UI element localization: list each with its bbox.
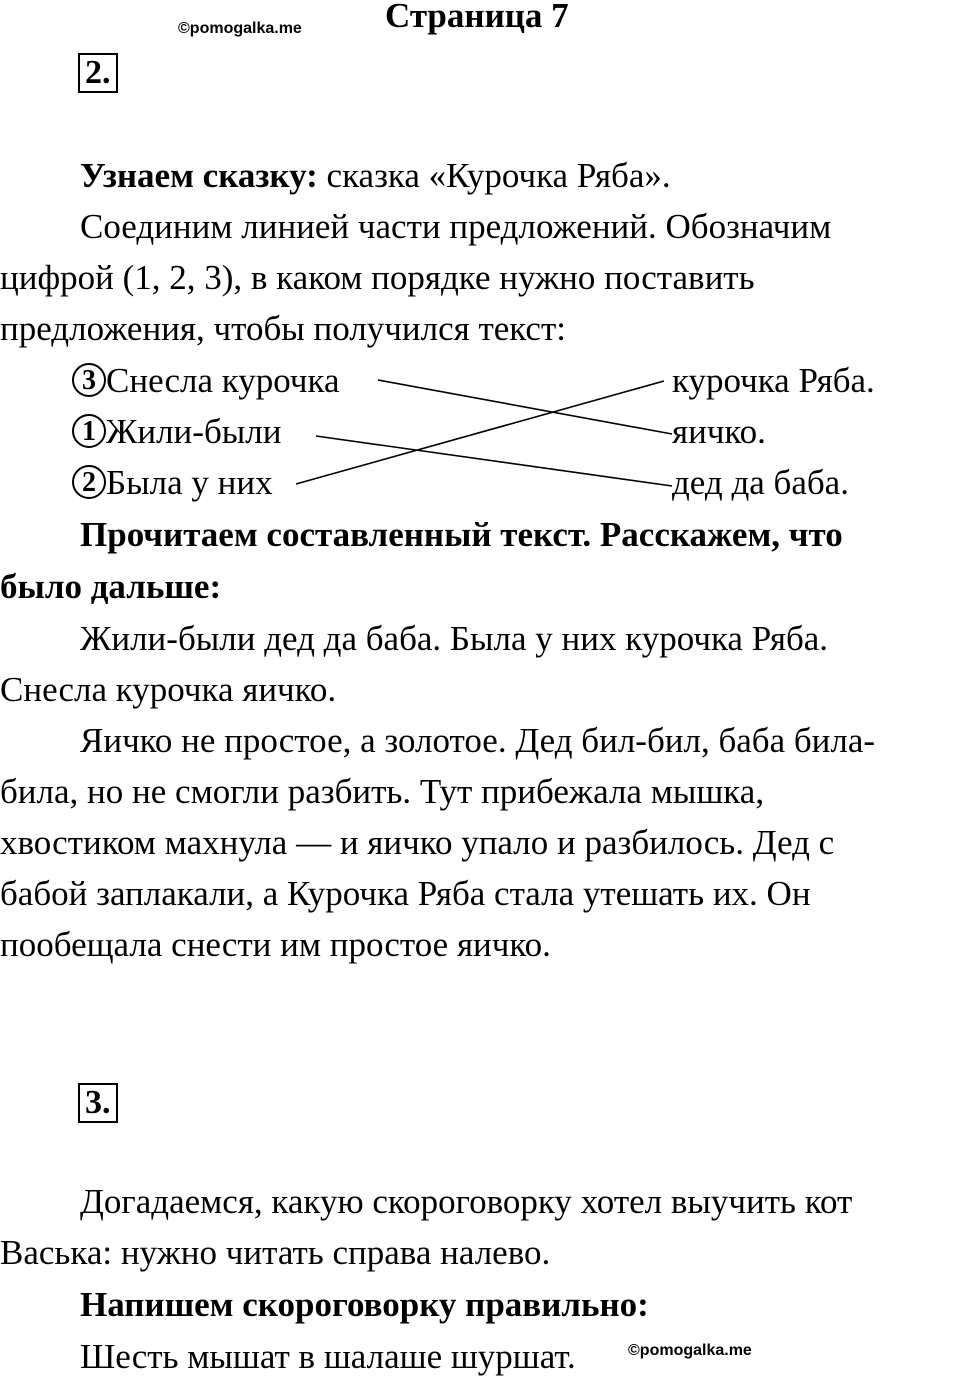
order-circle: 1 bbox=[72, 414, 106, 448]
order-circle: 3 bbox=[72, 363, 106, 397]
task-2-text-2: цифрой (1, 2, 3), в каком порядке нужно поставить bbox=[0, 258, 755, 297]
fairy-tale-label: Узнаем сказку: bbox=[80, 156, 318, 195]
task-3-text-2: Васька: нужно читать справа налево. bbox=[0, 1233, 551, 1272]
watermark-top: ©pomogalka.me bbox=[178, 20, 302, 37]
story-line-2: Снесла курочка яичко. bbox=[0, 670, 337, 709]
task-2-instruction-2: было дальше: bbox=[0, 567, 222, 606]
match-left-text: Жили-были bbox=[106, 412, 282, 451]
match-right-1: курочка Ряба. bbox=[672, 361, 875, 400]
page-title: Страница 7 bbox=[385, 0, 569, 35]
task-3-number: 3. bbox=[78, 1083, 118, 1123]
match-line-3-to-2 bbox=[378, 380, 672, 434]
match-line-2-to-1 bbox=[296, 381, 664, 484]
order-circle: 2 bbox=[72, 465, 106, 499]
story-line-4: била, но не смогли разбить. Тут прибежала мышка, bbox=[0, 772, 765, 811]
tongue-twister-answer: Шесть мышат в шалаше шуршат. bbox=[80, 1337, 576, 1376]
story-line-6: бабой заплакали, а Курочка Ряба стала утешать их. Он bbox=[0, 874, 811, 913]
task-3-text-1: Догадаемся, какую скороговорку хотел выучить кот bbox=[80, 1182, 853, 1221]
story-line-1: Жили-были дед да баба. Была у них курочка Ряба. bbox=[80, 619, 829, 658]
match-right-3: дед да баба. bbox=[672, 463, 849, 502]
watermark-bottom: ©pomogalka.me bbox=[628, 1342, 752, 1359]
task-2-text-1: Соединим линией части предложений. Обозначим bbox=[80, 207, 832, 246]
match-line-1-to-3 bbox=[316, 436, 672, 486]
fairy-tale-answer: сказка «Курочка Ряба». bbox=[317, 156, 671, 195]
match-right-2: яичко. bbox=[672, 412, 766, 451]
task-3-instruction: Напишем скороговорку правильно: bbox=[80, 1285, 649, 1324]
story-line-3: Яичко не простое, а золотое. Дед бил-бил, баба била- bbox=[80, 721, 876, 760]
matching-lines bbox=[0, 0, 960, 520]
match-left-text: Была у них bbox=[106, 463, 273, 502]
task-2-instruction-1: Прочитаем составленный текст. Расскажем, что bbox=[80, 515, 843, 554]
match-left-text: Снесла курочка bbox=[106, 361, 340, 400]
story-line-7: пообещала снести им простое яичко. bbox=[0, 925, 551, 964]
story-line-5: хвостиком махнула — и яичко упало и разбилось. Дед с bbox=[0, 823, 835, 862]
task-2-number: 2. bbox=[78, 53, 118, 93]
task-2-text-3: предложения, чтобы получился текст: bbox=[0, 309, 566, 348]
